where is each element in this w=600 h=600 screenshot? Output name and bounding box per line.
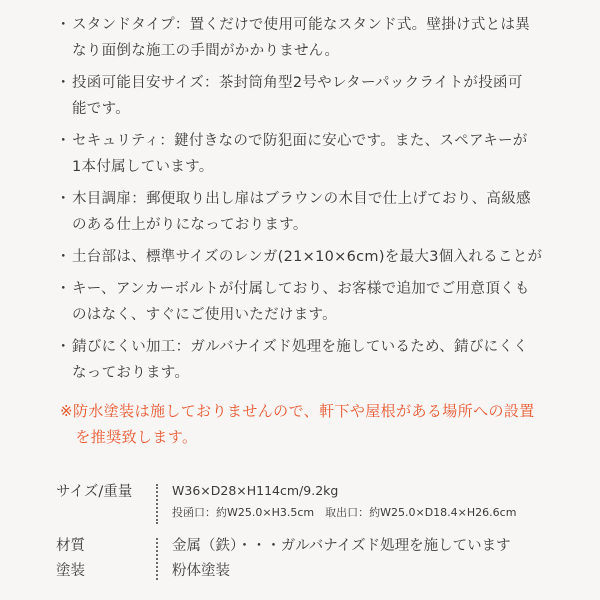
feature-text: スタンドタイプ：置くだけで使用可能なスタンド式。壁掛け式とは異 なり面倒な施工の手間がかかりません。 [72, 17, 531, 59]
coating-label: 塗装 [56, 563, 85, 579]
material-values [172, 534, 556, 584]
bullet-marker: ・ [56, 17, 71, 33]
bullet-marker: ・ [56, 249, 71, 265]
feature-text: セキュリティ：鍵付きなので防犯面に安心です。また、スペアキーが 1本付属しています。 [72, 133, 528, 175]
size-values [172, 480, 556, 528]
feature-item-security [56, 128, 576, 180]
size-label: サイズ/重量 [56, 484, 133, 500]
feature-text: 木目調扉：郵便取り出し扉はブラウンの木目で仕上げており、高級感 のある仕上がりになっております。 [72, 191, 531, 233]
spec-divider [156, 538, 172, 580]
spec-row-material [56, 534, 556, 584]
feature-text: 土台部は、標準サイズのレンガ(21×10×6cm)を最大3個入れることが [72, 249, 543, 265]
coating-value: 粉体塗装 [172, 563, 230, 579]
spec-table [56, 480, 556, 584]
size-weight-value: W36×D28×H114cm/9.2kg [172, 483, 339, 498]
opening-size-value: 投函口：約W25.0×H3.5cm 取出口：約W25.0×D18.4×H26.6cm [172, 506, 517, 519]
material-value: 金属（鉄）・・・ガルバナイズド処理を施しています [172, 538, 511, 554]
bullet-marker: ・ [56, 75, 71, 91]
spec-row-size [56, 480, 556, 528]
feature-list [56, 12, 576, 392]
bullet-marker: ・ [56, 191, 71, 207]
material-labels [56, 534, 156, 584]
feature-item-rust-resistant [56, 334, 576, 386]
feature-item-accessories [56, 276, 576, 328]
bullet-marker: ・ [56, 281, 71, 297]
feature-text: 錆びにくい加工：ガルバナイズド処理を施しているため、錆びにくく なっております。 [72, 339, 529, 381]
feature-text: 投函可能目安サイズ：茶封筒角型2号やレターパックライトが投函可 能です。 [72, 75, 523, 117]
feature-item-mail-size [56, 70, 576, 122]
bullet-marker: ・ [56, 133, 71, 149]
bullet-marker: ・ [56, 339, 71, 355]
waterproof-notice: ※防水塗装は施しておりませんので、軒下や屋根がある場所への設置 を推奨致します。 [60, 402, 535, 446]
feature-text: キー、アンカーボルトが付属しており、お客様で追加でご用意頂くも のはなく、すぐにご使用いただけます。 [72, 281, 530, 323]
feature-item-base [56, 244, 576, 270]
feature-item-wood-door [56, 186, 576, 238]
material-label: 材質 [56, 538, 85, 554]
spec-divider [156, 484, 172, 524]
feature-item-stand-type [56, 12, 576, 64]
